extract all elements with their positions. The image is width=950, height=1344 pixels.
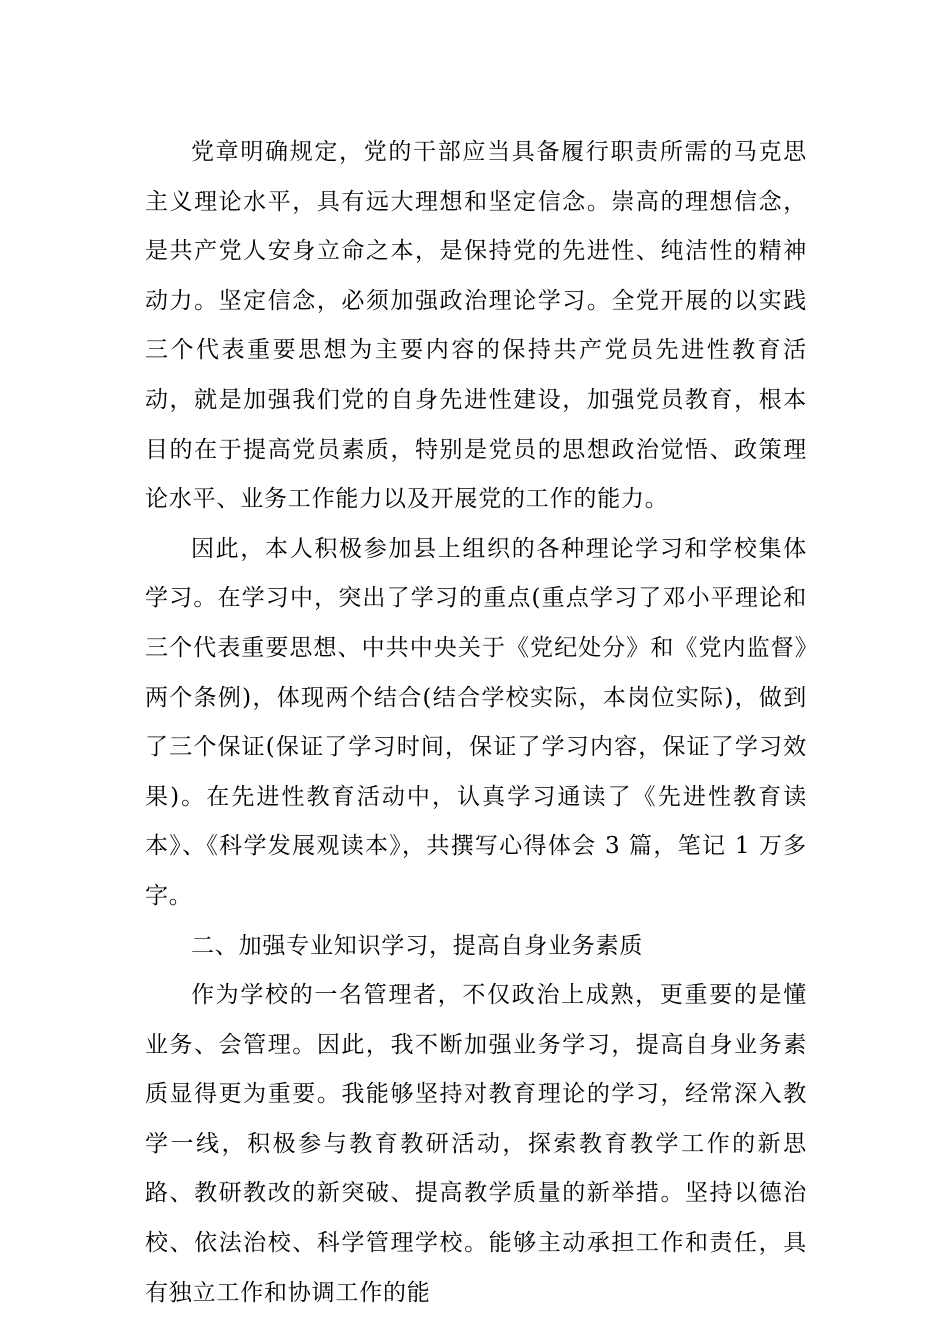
- section-heading-professional-study: 二、加强专业知识学习，提高自身业务素质: [191, 932, 644, 959]
- paragraph-management-role: 作为学校的一名管理者，不仅政治上成熟，更重要的是懂业务、会管理。因此，我不断加强业务学习，提高自身业务素质显得更为重要。我能够坚持对教育理论的学习，经常深入教学一线，积极参与教育教研活动，探索教育教学工作的新思路、教研教改的新突破、提高教学质量的新举措。坚持以德治校、依法治校、科学管理学校。能够主动承担工作和责任，具有独立工作和协调工作的能: [145, 982, 807, 1306]
- paragraph-party-constitution: 党章明确规定，党的干部应当具备履行职责所需的马克思主义理论水平，具有远大理想和坚定信念。崇高的理想信念，是共产党人安身立命之本，是保持党的先进性、纯洁性的精神动力。坚定信念，必须加强政治理论学习。全党开展的以实践三个代表重要思想为主要内容的保持共产党员先进性教育活动，就是加强我们党的自身先进性建设，加强党员教育，根本目的在于提高党员素质，特别是党员的思想政治觉悟、政策理论水平、业务工作能力以及开展党的工作的能力。: [145, 139, 807, 513]
- paragraph-theory-study: 因此，本人积极参加县上组织的各种理论学习和学校集体学习。在学习中，突出了学习的重点(重点学习了邓小平理论和三个代表重要思想、中共中央关于《党纪处分》和《党内监督》两个条例)，体现两个结合(结合学校实际，本岗位实际)，做到了三个保证(保证了学习时间，保证了学习内容，保证了学习效果)。在先进性教育活动中，认真学习通读了《先进性教育读本》、《科学发展观读本》，共撰写心得体会 3 篇，笔记 1 万多字。: [145, 535, 807, 909]
- document-body: [145, 128, 807, 1318]
